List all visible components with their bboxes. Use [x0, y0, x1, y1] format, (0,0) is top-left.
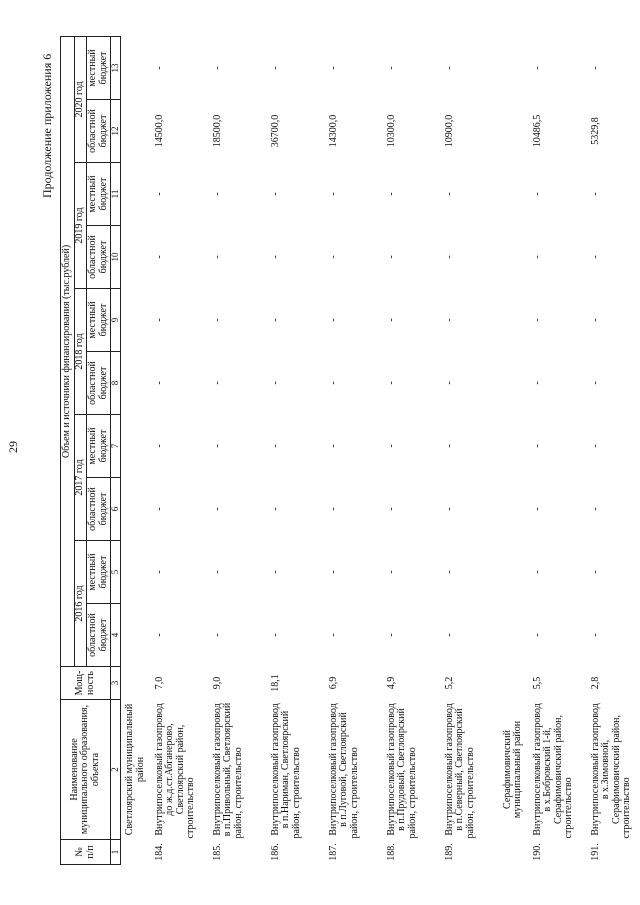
financing-value: -	[531, 570, 543, 574]
financing-value: -	[385, 633, 397, 637]
header-local-budget: местный бюджет	[87, 36, 111, 99]
financing-value: -	[385, 381, 397, 385]
object-name: Внутрипоселковый газопровод в х.Бобровский 1-й, Серафимовичский район, строительство	[531, 703, 575, 839]
empty-cell	[499, 289, 529, 352]
empty-cell	[121, 415, 151, 478]
header-local-budget: местный бюджет	[87, 289, 111, 352]
row-number: 185.	[211, 843, 223, 861]
financing-value: -	[211, 444, 223, 448]
financing-value: -	[385, 66, 397, 70]
financing-value: -	[385, 318, 397, 322]
financing-value: 36700,0	[269, 114, 281, 148]
empty-cell	[121, 163, 151, 226]
object-name: Внутрипоселковый газопровод в п.Нариман, Светлоярский район, строительство	[269, 703, 302, 839]
financing-value: -	[589, 381, 601, 385]
object-power: 2,8	[589, 676, 601, 690]
object-power: 18,1	[269, 674, 281, 692]
financing-value: -	[531, 318, 543, 322]
financing-value: -	[269, 633, 281, 637]
empty-cell	[499, 604, 529, 667]
object-power: 5,5	[531, 676, 543, 690]
table-row	[587, 36, 640, 864]
section-title: Серафимовичский муниципальный район	[501, 720, 524, 819]
table-row	[383, 36, 441, 864]
header-column-numbers	[111, 36, 121, 864]
financing-value: 14300,0	[327, 114, 339, 148]
empty-cell	[121, 289, 151, 352]
header-power: Мощ- ность	[61, 667, 111, 700]
financing-value: -	[153, 66, 165, 70]
empty-cell	[121, 36, 151, 99]
row-number: 189.	[443, 843, 455, 861]
header-regional-budget: областной бюджет	[87, 604, 111, 667]
financing-value: -	[443, 570, 455, 574]
empty-cell	[499, 415, 529, 478]
financing-value: -	[327, 444, 339, 448]
financing-value: -	[589, 570, 601, 574]
financing-value: 14500,0	[153, 114, 165, 148]
object-power: 5,2	[443, 676, 455, 690]
financing-value: -	[211, 66, 223, 70]
financing-value: -	[443, 192, 455, 196]
row-number: 190.	[531, 843, 543, 861]
financing-value: -	[269, 444, 281, 448]
financing-value: 18500,0	[211, 114, 223, 148]
financing-value: -	[443, 444, 455, 448]
financing-value: -	[211, 192, 223, 196]
financing-value: -	[443, 318, 455, 322]
financing-value: -	[589, 318, 601, 322]
header-column-number: 8	[111, 352, 121, 415]
row-number: 187.	[327, 843, 339, 861]
header-regional-budget: областной бюджет	[87, 478, 111, 541]
header-year: 2017 год	[75, 415, 87, 541]
financing-value: -	[385, 255, 397, 259]
financing-value: -	[385, 570, 397, 574]
financing-value: -	[443, 66, 455, 70]
financing-value: -	[531, 507, 543, 511]
financing-value: -	[211, 507, 223, 511]
empty-cell	[499, 667, 529, 700]
header-name: Наименование муниципального образования, объекта	[61, 700, 111, 840]
header-year: 2019 год	[75, 163, 87, 289]
header-local-budget: местный бюджет	[87, 541, 111, 604]
empty-cell	[499, 100, 529, 163]
empty-cell	[499, 541, 529, 604]
financing-value: -	[327, 570, 339, 574]
financing-value: 10900,0	[443, 114, 455, 148]
header-local-budget: местный бюджет	[87, 415, 111, 478]
object-power: 4,9	[385, 676, 397, 690]
financing-value: -	[269, 318, 281, 322]
financing-value: -	[153, 192, 165, 196]
header-column-number: 12	[111, 100, 121, 163]
table-row	[325, 36, 383, 864]
header-column-number: 4	[111, 604, 121, 667]
object-power: 7,0	[153, 676, 165, 690]
empty-cell	[499, 36, 529, 99]
empty-cell	[499, 352, 529, 415]
financing-value: -	[589, 507, 601, 511]
header-column-number: 10	[111, 226, 121, 289]
object-name: Внутрипоселковый газопровод в п.Луговой, Светлоярский район, строительство	[327, 703, 360, 839]
financing-value: -	[531, 255, 543, 259]
header-year: 2018 год	[75, 289, 87, 415]
financing-value: -	[211, 255, 223, 259]
financing-value: -	[589, 255, 601, 259]
continuation-label: Продолжение приложения 6	[40, 53, 54, 198]
header-year: 2016 год	[75, 541, 87, 667]
financing-value: -	[327, 507, 339, 511]
header-column-number: 9	[111, 289, 121, 352]
header-column-number: 11	[111, 163, 121, 226]
object-power: 6,9	[327, 676, 339, 690]
financing-value: -	[531, 192, 543, 196]
financing-value: -	[269, 507, 281, 511]
empty-cell	[121, 667, 151, 700]
financing-value: -	[211, 318, 223, 322]
financing-value: -	[153, 570, 165, 574]
empty-cell	[121, 478, 151, 541]
financing-value: -	[589, 633, 601, 637]
object-name: Внутрипоселковый газопровод до ж.д.ст.Абганерово, Светлоярский район, строительство	[153, 703, 197, 839]
financing-value: -	[269, 192, 281, 196]
row-number: 188.	[385, 843, 397, 861]
financing-value: -	[589, 192, 601, 196]
financing-value: -	[531, 381, 543, 385]
financing-value: -	[589, 444, 601, 448]
financing-value: -	[385, 192, 397, 196]
financing-value: -	[269, 255, 281, 259]
header-column-number: 3	[111, 667, 121, 700]
financing-value: -	[153, 633, 165, 637]
header-num: № п/п	[61, 840, 111, 865]
table-row	[209, 36, 267, 864]
financing-value: -	[531, 444, 543, 448]
financing-value: -	[327, 381, 339, 385]
financing-value: -	[531, 633, 543, 637]
object-name: Внутрипоселковый газопровод в п.Северный, Светлоярский район, строительство	[443, 703, 476, 839]
financing-value: -	[211, 570, 223, 574]
financing-value: -	[153, 255, 165, 259]
header-regional-budget: областной бюджет	[87, 226, 111, 289]
financing-value: -	[153, 318, 165, 322]
financing-value: -	[327, 192, 339, 196]
empty-cell	[499, 226, 529, 289]
financing-value: -	[385, 444, 397, 448]
row-number: 191.	[589, 843, 601, 861]
row-number: 184.	[153, 843, 165, 861]
header-column-number: 6	[111, 478, 121, 541]
financing-value: -	[531, 66, 543, 70]
financing-value: -	[269, 570, 281, 574]
header-column-number: 2	[111, 700, 121, 840]
financing-value: 10486,5	[531, 114, 543, 148]
table-row	[441, 36, 499, 864]
financing-value: -	[327, 255, 339, 259]
row-number: 186.	[269, 843, 281, 861]
empty-cell	[121, 541, 151, 604]
empty-cell	[499, 163, 529, 226]
section-row	[499, 36, 529, 864]
table-row	[151, 36, 209, 864]
financing-value: -	[211, 381, 223, 385]
financing-value: -	[385, 507, 397, 511]
empty-cell	[499, 478, 529, 541]
empty-cell	[121, 352, 151, 415]
header-column-number: 7	[111, 415, 121, 478]
object-power: 9,0	[211, 676, 223, 690]
empty-cell	[121, 226, 151, 289]
header-regional-budget: областной бюджет	[87, 100, 111, 163]
header-year: 2020 год	[75, 36, 87, 162]
header-volume: Объем и источники финансирования (тыс.рублей)	[61, 36, 75, 666]
financing-value: -	[153, 507, 165, 511]
financing-value: 5329,8	[589, 117, 601, 145]
financing-value: 10300,0	[385, 114, 397, 148]
header-column-number: 5	[111, 541, 121, 604]
financing-table	[60, 36, 640, 865]
financing-value: -	[443, 255, 455, 259]
header-local-budget: местный бюджет	[87, 163, 111, 226]
table-body	[121, 36, 640, 864]
header-column-number: 13	[111, 36, 121, 99]
section-title: Светлоярский муниципальный район	[124, 703, 146, 836]
financing-value: -	[327, 633, 339, 637]
financing-value: -	[443, 633, 455, 637]
object-name: Внутрипоселковый газопровод в х.Зимовной, Серафимовичский район, строительство	[589, 703, 633, 839]
object-name: Внутрипоселковый газопровод в п.Прудовый, Светлоярский район, строительство	[385, 703, 418, 839]
financing-value: -	[153, 381, 165, 385]
financing-value: -	[153, 444, 165, 448]
financing-value: -	[443, 507, 455, 511]
financing-value: -	[327, 318, 339, 322]
financing-value: -	[443, 381, 455, 385]
financing-value: -	[269, 381, 281, 385]
header-column-number: 1	[111, 840, 121, 865]
financing-value: -	[589, 66, 601, 70]
empty-cell	[121, 604, 151, 667]
financing-value: -	[211, 633, 223, 637]
empty-cell	[121, 840, 151, 865]
table-row	[267, 36, 325, 864]
financing-value: -	[269, 66, 281, 70]
header-regional-budget: областной бюджет	[87, 352, 111, 415]
object-name: Внутрипоселковый газопровод в п.Привольный, Светлоярский район, строительство	[211, 702, 244, 839]
page-number: 29	[6, 441, 20, 453]
empty-cell	[499, 840, 529, 865]
section-row	[121, 36, 151, 864]
table-row	[529, 36, 587, 864]
financing-value: -	[327, 66, 339, 70]
empty-cell	[121, 100, 151, 163]
